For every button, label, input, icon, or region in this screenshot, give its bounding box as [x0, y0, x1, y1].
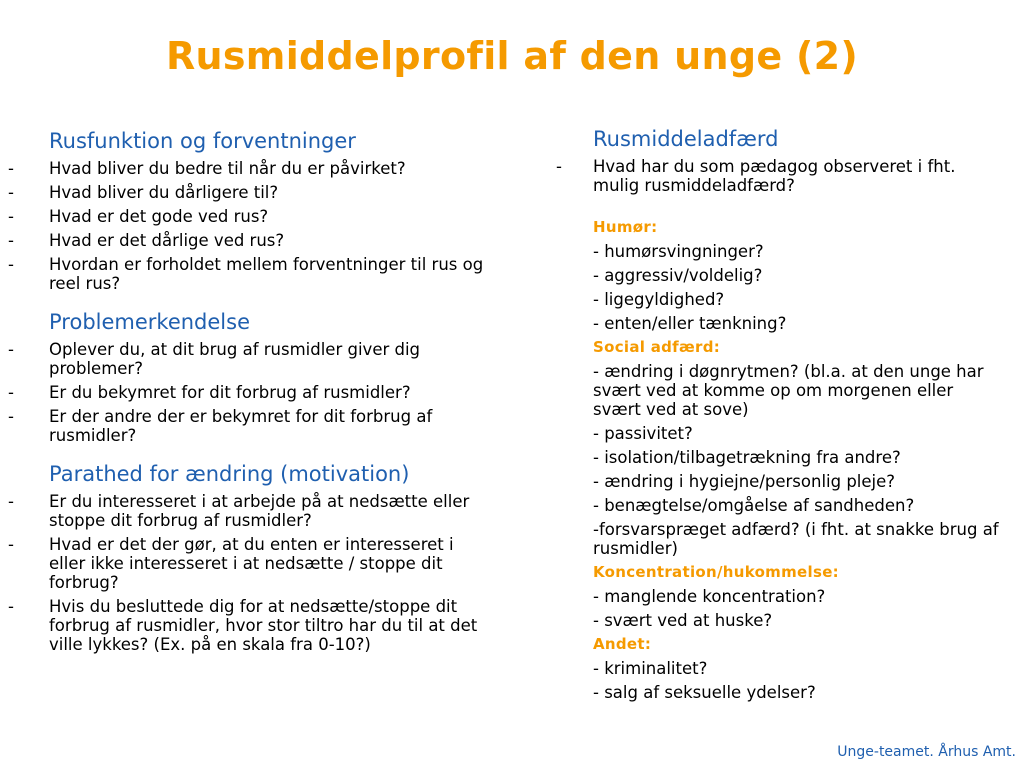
- section-heading-parathed: Parathed for ændring (motivation): [49, 462, 410, 486]
- list-item: - Hvad er det gode ved rus?: [8, 207, 269, 226]
- list-item: - Hvis du besluttede dig for at nedsætte/stoppe dit forbrug af rusmidler, hvor stor tiltro har du til at det ville lykkes? (Ex. på en skala fra 0-10?): [8, 597, 478, 654]
- footer-credit: Unge-teamet. Århus Amt.: [837, 744, 1016, 760]
- list-item: - humørsvingninger?: [593, 242, 764, 261]
- list-item: - ændring i hygiejne/personlig pleje?: [593, 472, 896, 491]
- list-item: - aggressiv/voldelig?: [593, 266, 763, 285]
- right-column: [556, 126, 1002, 702]
- list-item: - manglende koncentration?: [593, 587, 826, 606]
- list-item: - Er du bekymret for dit forbrug af rusmidler?: [8, 383, 411, 402]
- list-item: - Er du interesseret i at arbejde på at nedsætte eller stoppe dit forbrug af rusmidler?: [8, 492, 470, 530]
- list-item: - Er der andre der er bekymret for dit forbrug af rusmidler?: [8, 407, 433, 445]
- list-item: - Hvad er det der gør, at du enten er interesseret i eller ikke interesseret i at nedsætte / stoppe dit forbrug?: [8, 535, 454, 592]
- list-item: - Hvad bliver du bedre til når du er påvirket?: [8, 159, 406, 178]
- list-item: - Hvad er det dårlige ved rus?: [8, 231, 285, 250]
- list-item: - salg af seksuelle ydelser?: [593, 683, 816, 702]
- section-heading-rusfunktion: Rusfunktion og forventninger: [49, 129, 356, 153]
- list-item: - passivitet?: [593, 424, 693, 443]
- list-item: - benægtelse/omgåelse af sandheden?: [593, 496, 915, 515]
- section-heading-rusmiddeladfaerd: Rusmiddeladfærd: [593, 127, 779, 151]
- subheading-humoer: Humør:: [593, 218, 658, 236]
- subheading-social-adfaerd: Social adfærd:: [593, 338, 721, 356]
- list-item: -forsvarspræget adfærd? (i fht. at snakke brug af rusmidler): [593, 520, 999, 558]
- list-item: - Hvordan er forholdet mellem forventninger til rus og reel rus?: [8, 255, 484, 293]
- slide-title: Rusmiddelprofil af den unge (2): [165, 34, 859, 78]
- intro-item: - Hvad har du som pædagog observeret i fht. mulig rusmiddeladfærd?: [556, 157, 956, 195]
- list-item: - svært ved at huske?: [593, 611, 773, 630]
- list-item: - kriminalitet?: [593, 659, 708, 678]
- list-item: - ændring i døgnrytmen? (bl.a. at den unge har svært ved at komme op om morgenen eller svært ved at sove): [593, 362, 984, 419]
- section-heading-problemerkendelse: Problemerkendelse: [49, 310, 250, 334]
- list-item: - Oplever du, at dit brug af rusmidler giver dig problemer?: [8, 340, 421, 378]
- subheading-koncentration: Koncentration/hukommelse:: [593, 563, 839, 581]
- subheading-andet: Andet:: [593, 635, 652, 653]
- list-item: - Hvad bliver du dårligere til?: [8, 183, 279, 202]
- list-item: - enten/eller tænkning?: [593, 314, 787, 333]
- left-column: [8, 128, 492, 654]
- list-item: - isolation/tilbagetrækning fra andre?: [593, 448, 901, 467]
- list-item: - ligegyldighed?: [593, 290, 725, 309]
